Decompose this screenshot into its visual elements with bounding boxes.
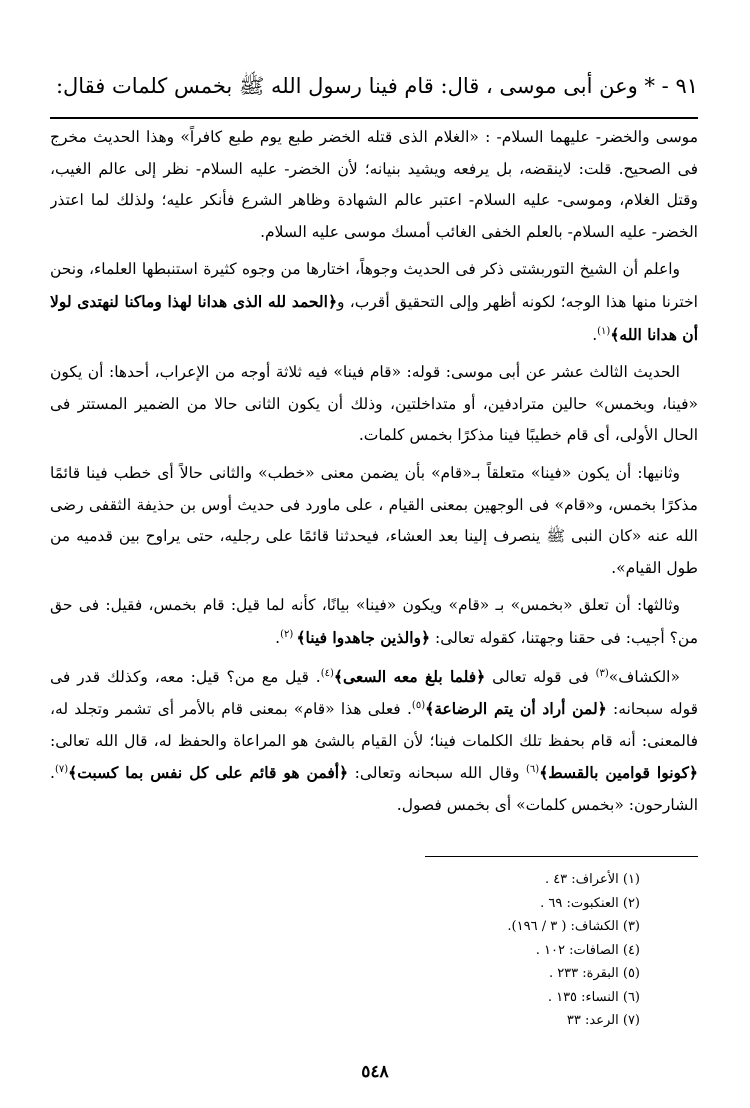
paragraph [50, 254, 698, 351]
paragraph [50, 458, 698, 584]
footnotes-list [330, 868, 640, 1038]
quran-verse: ﴿كونوا قوامين بالقسط﴾ [539, 763, 698, 783]
footnote-ref: (١) [597, 325, 611, 337]
text-run: . الشارحون: «بخمس كلمات» أى بخمس فصول. [50, 764, 698, 814]
text-run: وقال الله سبحانه وتعالى: [348, 764, 526, 783]
quran-verse: ﴿لمن أراد أن يتم الرضاعة﴾ [425, 699, 607, 719]
footnote-ref: (٤) [320, 667, 334, 679]
text-run: فى قوله تعالى [485, 667, 596, 686]
paragraph [50, 122, 698, 248]
footnote-divider [425, 856, 698, 857]
text-run: موسى والخضر- عليهما السلام- : «الغلام الذى قتله الخضر طبع يوم طبع كافراً» وهذا الحديث مخرج فى الصحيح. قلت: لاينقضه، بل يرفعه ويشيد بنيانه؛ لأن الخضر- عليه السلام- نظر إلى عالم الغيب، وقتل الغلام، وموسى- عليه السلام- اعتبر عالم الشهادة وظاهر الشرع فأنكر عليه؛ ولذلك لما اعتذر الخضر- عليه السلام- بالعلم الخفى الغائب أمسك موسى عليه السلام. [50, 128, 698, 241]
footnote: (٦) النساء: ١٣٥ . [547, 989, 640, 1005]
text-run: . [275, 628, 281, 647]
paragraph [50, 357, 698, 452]
paragraph [50, 590, 698, 654]
footnote-ref: (٥) [411, 699, 426, 711]
footnote: (١) الأعراف: ٤٣ . [544, 872, 640, 887]
footnote-ref: (٦) [526, 764, 540, 776]
footnote: (٢) العنكبوت: ٦٩ . [540, 895, 640, 911]
footnote-ref: (٧) [54, 764, 69, 776]
text-run: . فعلى هذا «قام» بمعنى قام بالأمر أى تشمر وتجلد له، فالمعنى: أنه قام بحفظ تلك الكلمات فينا؛ لأن القيام بالشئ هو المراعاة والحفظ له، قال الله تعالى: [50, 700, 698, 750]
footnote: (٤) الصافات: ١٠٢ . [535, 942, 640, 958]
footnote-ref: (٣) [595, 667, 609, 679]
header-divider [50, 117, 698, 119]
text-run: الحديث الثالث عشر عن أبى موسى: قوله: «قام فينا» فيه ثلاثة أوجه من الإعراب، أحدها: أن يكون «فينا، وبخمس» حالين مترادفين، أو متداخلتين، وذلك أن يكون الثانى حالا من الضمير المستتر فى الحال الأولى، أى قام خطيبًا فينا مذكرًا بخمس كلمات. [50, 363, 698, 445]
quran-verse: ﴿فلما بلغ معه السعى﴾ [333, 666, 486, 686]
text-run: واعلم أن الشيخ التوربشتى ذكر فى الحديث وجوهاً، اختارها من وجوه كثيرة استنبطها العلماء، ونحن اخترنا منها هذا الوجه؛ لكونه أظهر وإلى التحقيق أقرب، و [50, 260, 698, 311]
hadith-heading: ٩١ - * وعن أبى موسى ، قال: قام فينا رسول الله ﷺ بخمس كلمات فقال: [55, 74, 698, 98]
text-run: . قيل مع من؟ قيل: معه، وكذلك قدر فى قوله سبحانه: [50, 667, 698, 719]
text-run: وثانيها: أن يكون «فينا» متعلقاً بـ«قام» بأن يضمن معنى «خطب» والثانى حالاً أى خطب فينا قائمًا مذكرًا بخمس، و«قام» فى الوجهين بمعنى القيام ، على ماورد فى حديث أوس بن حذيفة الثقفى رضى الله عنه «كان النبى ﷺ ينصرف إلينا بعد العشاء، فيحدثنا قائمًا على رجليه، حتى يراوح بين قدميه من طول القيام». [50, 463, 698, 577]
page-number: ٥٤٨ [361, 1062, 389, 1082]
footnote-ref: (٢) [280, 628, 297, 640]
quran-verse: ﴿الحمد لله الذى هدانا لهذا وماكنا لنهتدى لولا أن هدانا الله﴾ [50, 291, 698, 344]
paragraph [50, 661, 698, 822]
text-run: وثالثها: أن تعلق «بخمس» بـ «قام» ويكون «فينا» بيانًا، كأنه لما قيل: قام بخمس، فقيل: فى حق من؟ أجيب: فى حقنا وجهتنا، كقوله تعالى: [50, 596, 698, 647]
footnote: (٥) البقرة: ٢٣٣ . [548, 966, 640, 981]
quran-verse: ﴿والذين جاهدوا فينا﴾ [296, 627, 431, 647]
quran-verse: ﴿أفمن هو قائم على كل نفس بما كسبت﴾ [68, 763, 349, 783]
commentary-body [50, 122, 698, 846]
text-run: . [592, 325, 598, 344]
footnote: (٧) الرعد: ٣٣ [566, 1013, 640, 1028]
footnote: (٣) الكشاف: ( ٣ / ١٩٦). [507, 919, 640, 934]
text-run: «الكشاف» [608, 667, 680, 686]
